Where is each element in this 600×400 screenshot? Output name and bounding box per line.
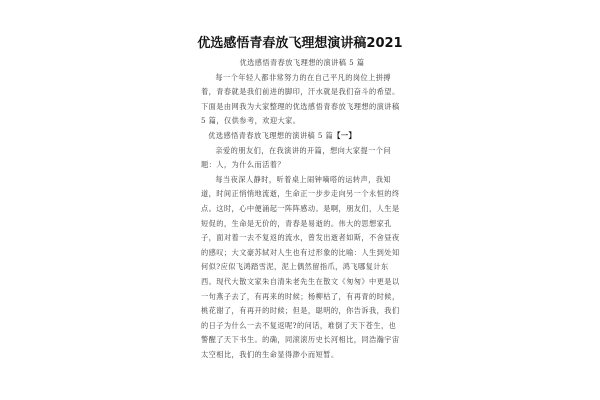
section-paragraph: 每当夜深人静时，听着桌上闹钟嘀嗒的运转声，我知道，时间正悄悄地流逝，生命正一步步走向另一个永恒的终点。这时，心中便涌起一阵阵感动。是啊，朋友们，人生是短促的，生命是无价的，青春是易逝的。伟大的思想家孔子，面对着一去不复返的流水，曾发出逝者如斯，不舍昼夜的感叹；大文豪苏轼对人生也有过形象的比喻：人生到处知何似?应似飞鸿踏雪泥，泥上偶然留指爪，鸿飞哪复计东西。现代大散文家朱自清朱老先生在散文《匆匆》中更是以一句燕子去了，有再来的时候；杨柳枯了，有再青的时候，桃花谢了，有再开的时候；但是，聪明的，你告诉我，我们的日子为什么一去不复返呢?的问话，难倒了天下苍生，也警醒了天下书生。的确，同滚滚历史长河相比，同浩瀚宇宙太空相比，我们的生命显得渺小而短暂。 [201, 174, 400, 359]
document-subheading: 优选感悟青春放飞理想的演讲稿 5 篇 [239, 58, 365, 67]
intro-paragraph: 每一个年轻人都非常努力的在自己平凡的岗位上拼搏着，青春就是我们前进的脚印，汗水就是我们奋斗的希望。下面是由网我为大家整理的优选感悟青春放飞理想的演讲稿 5 篇，仅供参考，欢迎大家。 [201, 72, 400, 126]
document-title: 优选感悟青春放飞理想演讲稿2021 [197, 36, 403, 51]
section-heading [201, 129, 403, 144]
section-paragraph: 亲爱的朋友们，在我演讲的开篇，想向大家提一个问题：人，为什么而活着？ [201, 145, 392, 170]
document-body [201, 56, 403, 362]
section-heading-tag: 【一】 [333, 130, 357, 140]
section-heading-text: 优选感悟青春放飞理想的演讲稿 5 篇 [208, 130, 334, 140]
